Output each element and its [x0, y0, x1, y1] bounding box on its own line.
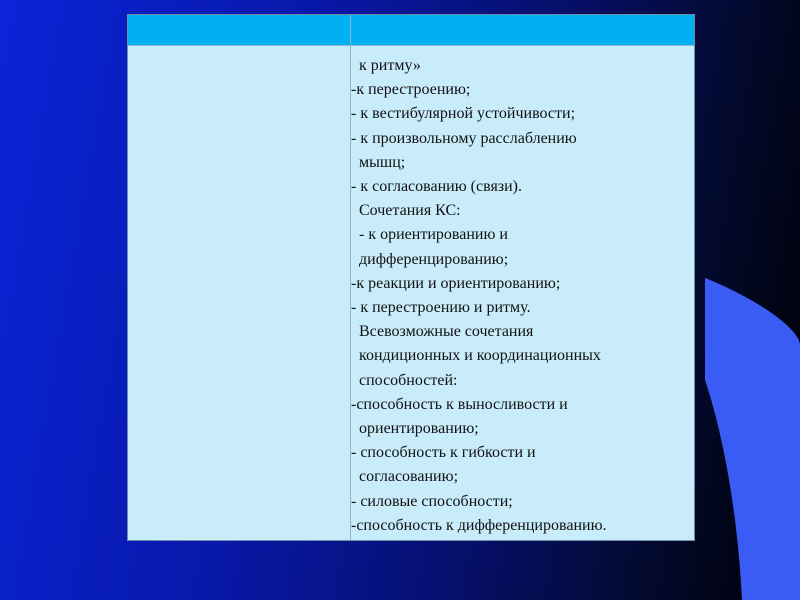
text-line: - силовые способности;	[351, 492, 513, 510]
text-line: ориентированию;	[351, 420, 479, 438]
text-line: к ритму»	[351, 57, 421, 74]
text-list	[351, 54, 695, 538]
text-line: дифференцированию;	[351, 250, 509, 268]
table-header-row	[128, 15, 694, 46]
text-line: -способность к выносливости и	[351, 395, 568, 413]
text-line: мышц;	[351, 153, 406, 171]
text-line: Всевозможные сочетания	[351, 323, 534, 341]
text-line: - к перестроению и ритму.	[351, 299, 531, 317]
text-line: - к согласованию (связи).	[351, 178, 523, 196]
table-header-cell-right	[351, 15, 695, 46]
text-line: -способность к дифференцированию.	[351, 516, 607, 534]
text-line: - к ориентированию и	[351, 226, 508, 244]
text-line: - к произвольному расслаблению	[351, 129, 577, 147]
text-line: способностей:	[351, 371, 458, 389]
text-line: - способность к гибкости и	[351, 444, 536, 462]
text-line: - к вестибулярной устойчивости;	[351, 105, 576, 123]
table-header-cell-left	[128, 15, 350, 46]
text-line: кондиционных и координационных	[351, 347, 601, 365]
text-line: -к перестроению;	[351, 81, 471, 99]
text-line: -к реакции и ориентированию;	[351, 274, 561, 292]
table-body-cell-right	[351, 46, 695, 541]
text-line: Сочетания КС:	[351, 202, 461, 220]
content-table	[127, 14, 695, 541]
text-line: согласованию;	[351, 468, 459, 486]
table-body-cell-left	[128, 46, 350, 541]
